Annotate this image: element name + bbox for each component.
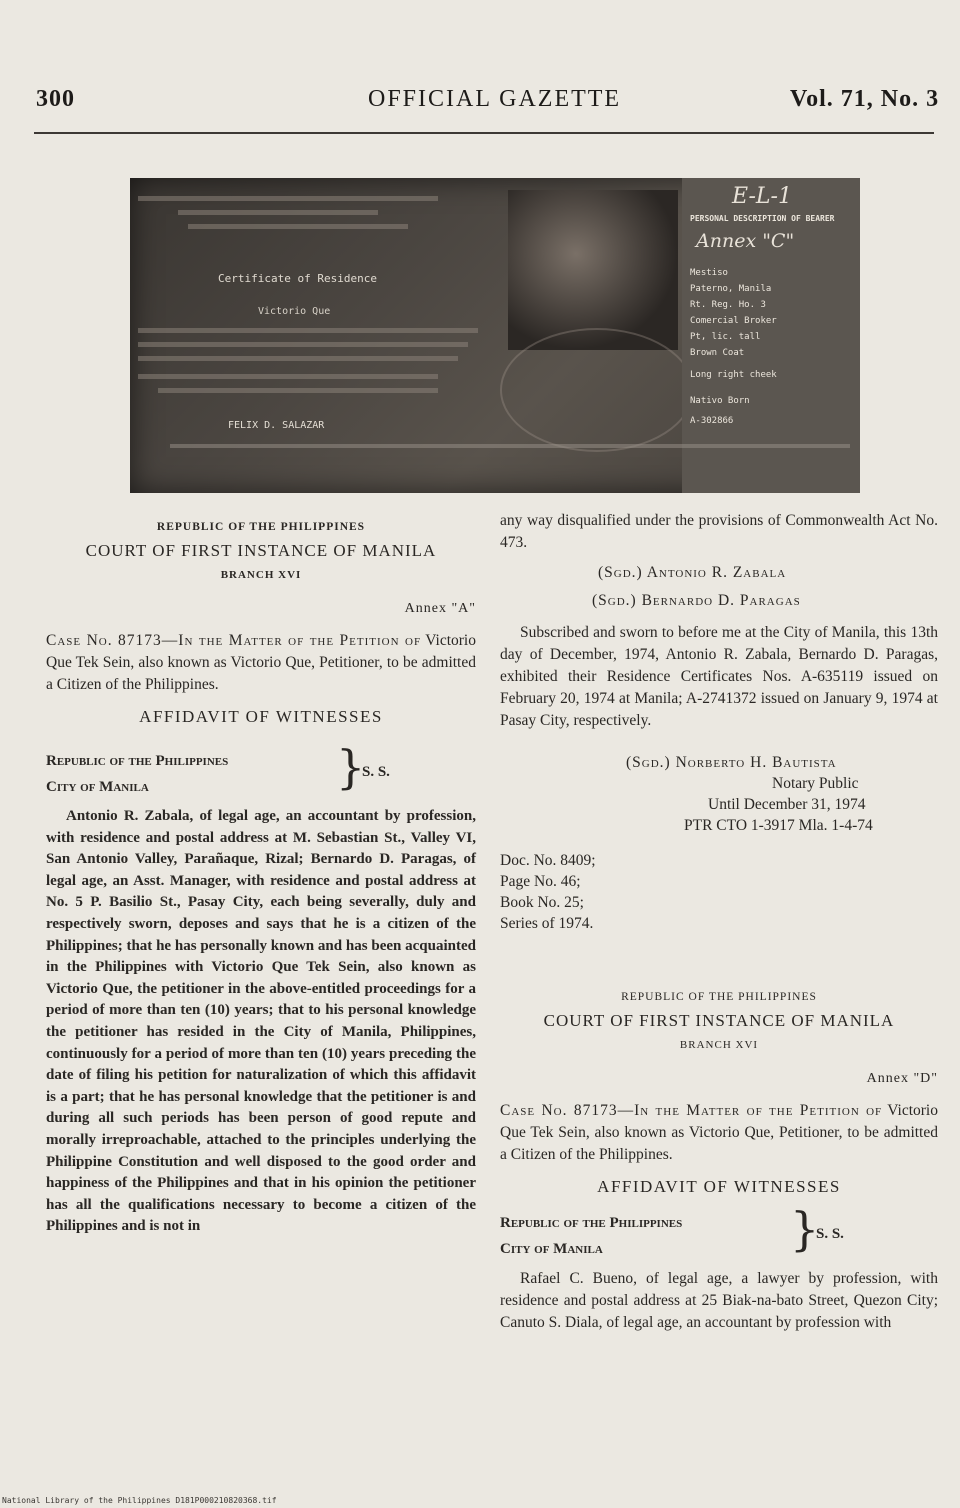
field-2: Paterno, Manila <box>690 284 772 294</box>
affidavit-title: AFFIDAVIT OF WITNESSES <box>139 707 383 726</box>
cert-bottom-line <box>170 444 850 448</box>
field-3: Rt. Reg. Ho. 3 <box>690 300 766 310</box>
cert-text-line <box>138 342 468 347</box>
volume-number: Vol. 71, No. 3 <box>790 86 940 112</box>
branch-heading-2: BRANCH XVI <box>679 1039 759 1051</box>
field-1: Mestiso <box>690 268 728 278</box>
cert-text-line <box>178 210 378 215</box>
court-heading: COURT OF FIRST INSTANCE OF MANILA <box>85 541 437 560</box>
annex-a-label: Annex "A" <box>404 601 476 616</box>
jurat: Subscribed and sworn to before me at the City of Manila, this 13th day of December, 1974, Antonio R. Zabala, Bernardo D. Paragas, exhibited their Residence Certificates Nos. A-635119 issued on February 20, 1974 at Manila; A-2741372 issued on January 9, 1974 at Pasay City, respectively. <box>500 624 938 729</box>
cert-text-line <box>158 388 438 393</box>
signature-paragas: (Sgd.) Bernardo D. Paragas <box>592 592 801 609</box>
field-4: Comercial Broker <box>690 316 777 326</box>
cert-text-line <box>138 374 438 379</box>
case-intro: Case No. 87173—In the Matter of the Petition of <box>46 632 422 649</box>
residence-certificate-image <box>130 178 860 493</box>
venue-brace-2: } <box>790 1202 820 1256</box>
cert-text-line <box>138 356 458 361</box>
venue-ss-2: S. S. <box>816 1226 844 1242</box>
republic-heading-2: REPUBLIC OF THE PHILIPPINES <box>621 991 817 1003</box>
cert-text-line <box>188 224 408 229</box>
affidavit-body-2: Rafael C. Bueno, of legal age, a lawyer by profession, with residence and postal address at 25 Biak-na-bato Street, Quezon City; Canuto S. Diala, of legal age, an accountant by profession with <box>500 1270 938 1331</box>
book-number: Book No. 25; <box>500 894 584 911</box>
case-caption <box>46 630 476 696</box>
venue-brace: } <box>336 740 366 794</box>
venue-city: City of Manila <box>46 779 149 795</box>
right-column <box>500 510 938 1334</box>
venue-city-2: City of Manila <box>500 1241 603 1257</box>
field-7: Long right cheek <box>690 370 777 380</box>
signature-zabala: (Sgd.) Antonio R. Zabala <box>598 564 787 581</box>
notary-commission: Until December 31, 1974 <box>708 796 866 813</box>
cert-text-line <box>138 196 438 201</box>
annex-d-label: Annex "D" <box>866 1071 938 1086</box>
header-rule <box>34 132 934 134</box>
field-5: Pt, lic. tall <box>690 332 761 342</box>
scan-footer: National Library of the Philippines D181P000210820368.tif <box>2 1496 277 1505</box>
page-number: 300 <box>36 86 75 112</box>
bearer-photo <box>508 190 678 350</box>
case-rest: Victorio Que Tek Sein, also known as Victorio Que, Petitioner, to be admitted a Citizen of the Philippines. <box>46 632 476 693</box>
page-number-entry: Page No. 46; <box>500 873 581 890</box>
venue-block-2 <box>500 1202 938 1266</box>
notary-ptr: PTR CTO 1-3917 Mla. 1-4-74 <box>684 817 873 834</box>
cert-text-line <box>138 328 478 333</box>
body-continuation: any way disqualified under the provisions of Commonwealth Act No. 473. <box>500 512 938 551</box>
notary-name: (Sgd.) Norberto H. Bautista <box>626 754 837 771</box>
affidavit-title-2: AFFIDAVIT OF WITNESSES <box>597 1177 841 1196</box>
certificate-signatory: FELIX D. SALAZAR <box>228 420 325 431</box>
field-6: Brown Coat <box>690 348 745 358</box>
seal-stamp <box>500 328 694 452</box>
certificate-holder: Victorio Que <box>258 306 331 317</box>
series-year: Series of 1974. <box>500 915 594 932</box>
branch-heading: BRANCH XVI <box>220 569 302 581</box>
case-intro-2: Case No. 87173—In the Matter of the Petition of <box>500 1102 883 1119</box>
notary-block <box>500 752 938 836</box>
case-rest-2: Victorio Que Tek Sein, also known as Victorio Que, Petitioner, to be admitted a Citizen of the Philippines. <box>500 1102 938 1163</box>
notary-title: Notary Public <box>772 775 859 792</box>
field-8: Nativo Born <box>690 396 750 406</box>
field-9: A-302866 <box>690 416 734 426</box>
publication-title: OFFICIAL GAZETTE <box>368 86 622 112</box>
venue-ss: S. S. <box>362 764 390 780</box>
venue-republic-2: Republic of the Philippines <box>500 1215 683 1231</box>
doc-number: Doc. No. 8409; <box>500 852 596 869</box>
affidavit-body: Antonio R. Zabala, of legal age, an accountant by profession, with residence and postal address at M. Sebastian St., Valley VI, San Antonio Valley, Parañaque, Rizal; Bernardo D. Paragas, of legal age, an Asst. Manager, with residence and postal address at No. 5 P. Basilio St., Pasay City, each being severally, duly and respectively sworn, deposes and says that he is a citizen of the Philippines; that he has personally known and has been acquainted in the Philippines with Victorio Que Tek Sein, also known as Victorio Que, the petitioner in the above-entitled proceedings for a period of more than ten (10) years; that to his personal knowledge the petitioner has resided in the City of Manila, Philippines, continuously for a period of more than ten (10) years preceding the date of filing his petition for naturalization of which this affidavit is a part; that he has personal knowledge that the petitioner is and during all such periods has been person of good repute and morally irreproachable, attached to the principles underlying the Philippine Constitution and well disposed to the good order and happiness of the Philippines and that in his opinion the petitioner has all the qualifications necessary to become a citizen of the Philippines and is not in <box>46 808 476 1235</box>
republic-heading: REPUBLIC OF THE PHILIPPINES <box>156 521 366 533</box>
certificate-heading: Certificate of Residence <box>218 272 377 285</box>
annex-mark: E-L-1 <box>732 184 792 209</box>
annex-c-label: Annex "C" <box>696 230 795 252</box>
case-caption-2 <box>500 1100 938 1166</box>
venue-republic: Republic of the Philippines <box>46 753 229 769</box>
document-registry <box>500 850 938 934</box>
personal-description-title: PERSONAL DESCRIPTION OF BEARER <box>690 214 835 223</box>
certificate-left-panel <box>138 188 508 448</box>
venue-block <box>46 740 476 804</box>
left-column <box>46 510 476 1238</box>
court-heading-2: COURT OF FIRST INSTANCE OF MANILA <box>543 1011 895 1030</box>
